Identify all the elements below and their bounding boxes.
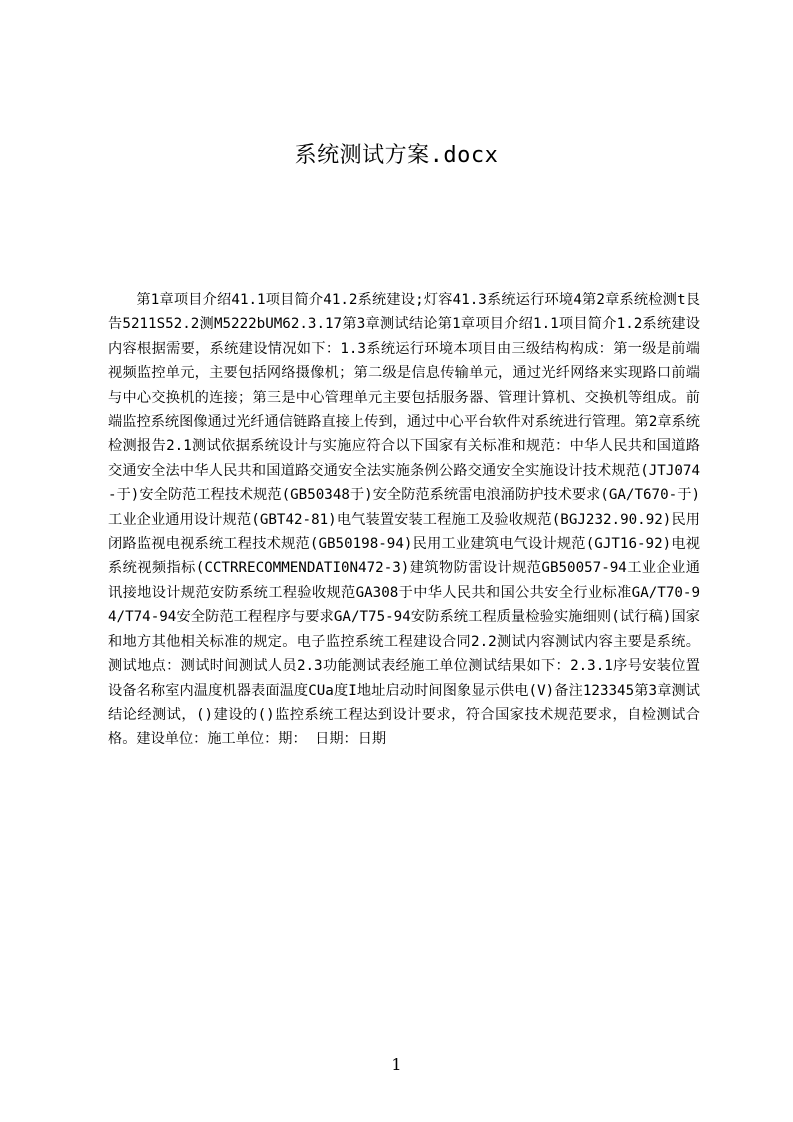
body-paragraph: 第1章项目介绍41.1项目简介41.2系统建设;灯容41.3系统运行环境4第2章系统检测t艮告5211S52.2测M5222bUM62.3.17第3章测试结论第1章项目介绍1.1项目简介1.2系统建设内容根据需要，系统建设情况如下：1.3系统运行环境本项目由三级结构构成：第一级是前端视频监控单元，主要包括网络摄像机；第二级是信息传输单元，通过光纤网络来实现路口前端与中心交换机的连接；第三是中心管理单元主要包括服务器、管理计算机、交换机等组成。前端监控系统图像通过光纤通信链路直接上传到，通过中心平台软件对系统进行管理。第2章系统检测报告2.1测试依据系统设计与实施应符合以下国家有关标准和规范：中华人民共和国道路交通安全法中华人民共和国道路交通安全法实施条例公路交通安全实施设计技术规范(JTJ074-于)安全防范工程技术规范(GB50348于)安全防范系统雷电浪涌防护技术要求(GA/T670-于)工业企业通用设计规范(GBT42-81)电气装置安装工程施工及验收规范(BGJ232.90.92)民用闭路监视电视系统工程技术规范(GB50198-94)民用工业建筑电气设计规范(GJT16-92)电视系统视频指标(CCTRRECOMMENDATI0N472-3)建筑物防雷设计规范GB50057-94工业企业通讯接地设计规范安防系统工程验收规范GA308于中华人民共和国公共安全行业标准GA/T70-94/T74-94安全防范工程程序与要求GA/T75-94安防系统工程质量检验实施细则(试行稿)国家和地方其他相关标准的规定。电子监控系统工程建设合同2.2测试内容测试内容主要是系统。测试地点：测试时间测试人员2.3功能测试表经施工单位测试结果如下：2.3.1序号安装位置设备名称室内温度机器表面温度CUa度I地址启动时间图象显示供电(V)备注123345第3章测试结论经测试，()建设的()监控系统工程达到设计要求，符合国家技术规范要求，自检测试合格。建设单位：施工单位：期： 日期：日期 [108,292,700,748]
page-number: 1 [391,1055,402,1074]
document-title: 系统测试方案.docx [294,143,499,168]
